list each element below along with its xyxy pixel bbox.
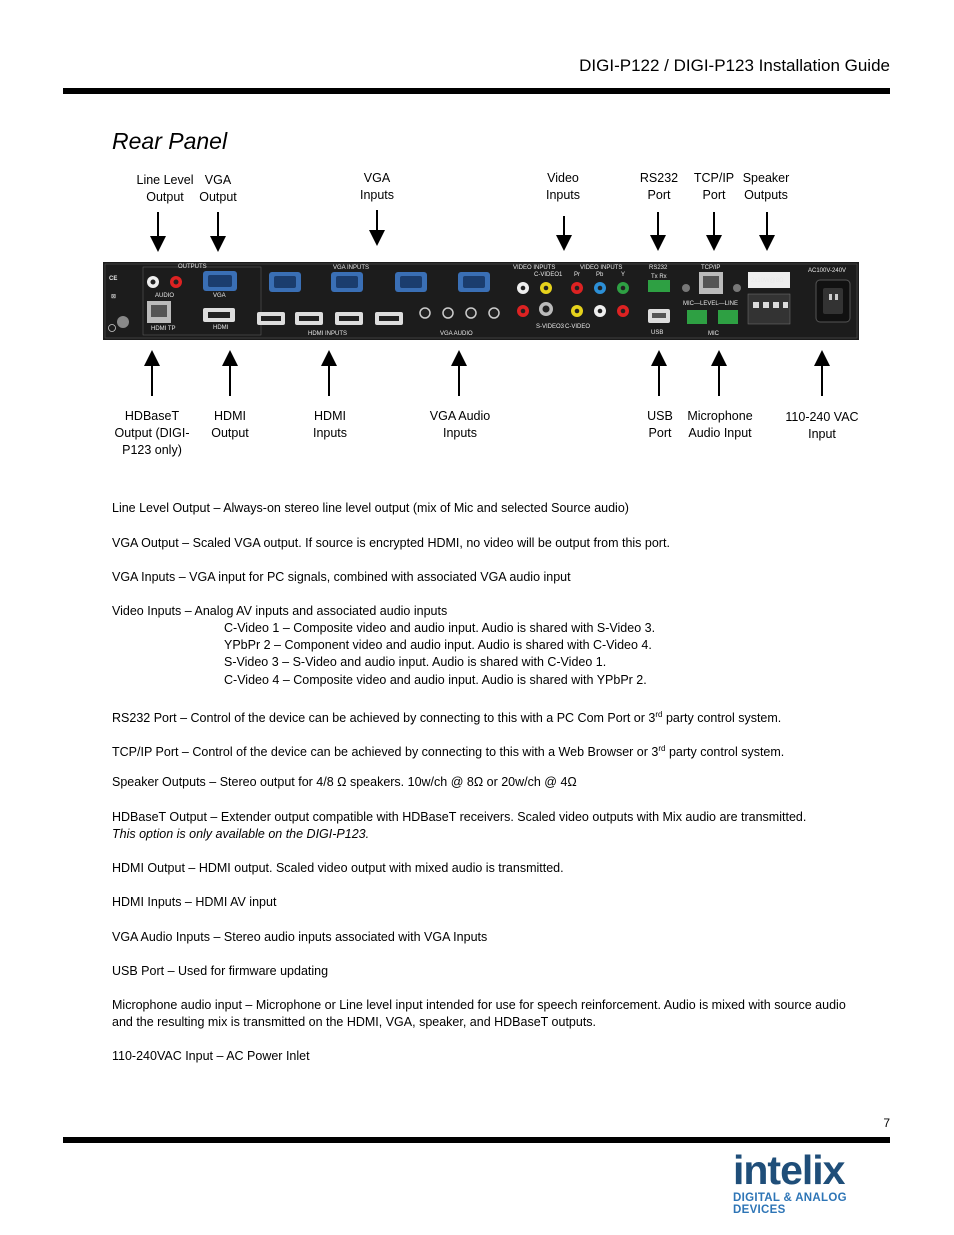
desc-tcpip xyxy=(112,740,784,761)
desc-power: 110-240VAC Input – AC Power Inlet xyxy=(112,1049,310,1063)
panel-audio-label: AUDIO xyxy=(155,293,175,299)
panel-hdmi-inputs-label: HDMI INPUTS xyxy=(308,331,347,337)
label-hdmi-inputs: HDMI Inputs xyxy=(312,409,348,440)
label-microphone: Microphone Audio Input xyxy=(687,409,753,440)
panel-hdmi-label: HDMI xyxy=(213,325,229,331)
panel-video-inputs-label-1: VIDEO INPUTS xyxy=(513,265,556,271)
desc-tcpip-sup: rd xyxy=(658,744,666,753)
svg-text:CE: CE xyxy=(109,276,118,282)
panel-usb-label: USB xyxy=(651,330,664,336)
desc-tcpip-tail: party control system. xyxy=(665,745,785,760)
label-hdmi-output: HDMI Output xyxy=(211,409,249,440)
logo-tagline: DIGITAL & ANALOG DEVICES xyxy=(733,1192,847,1216)
desc-line-level: Line Level Output – Always-on stereo line level output (mix of Mic and selected Source audio) xyxy=(112,501,629,515)
footer-rule xyxy=(63,1137,890,1143)
panel-cvideo1-label: C-VIDEO1 xyxy=(534,272,563,278)
desc-cvideo1: C-Video 1 – Composite video and audio input. Audio is shared with S-Video 3. xyxy=(224,621,656,635)
desc-cvideo4: C-Video 4 – Composite video and audio input. Audio is shared with YPbPr 2. xyxy=(224,673,647,687)
desc-microphone: Microphone audio input – Microphone or Line level input intended for use for speech reinforcement. Audio is mixed with source audio and the resulting mix is transmitted on the HDMI, VGA, speaker, and HDBaseT outputs. xyxy=(112,998,846,1029)
panel-vga-inputs-label: VGA INPUTS xyxy=(333,265,370,271)
label-vga-output: VGA Output xyxy=(199,173,237,204)
panel-vga-label: VGA xyxy=(213,293,226,299)
panel-level-label: MIC—LEVEL—LINE xyxy=(683,301,739,307)
desc-hdmi-output: HDMI Output – HDMI output. Scaled video output with mixed audio is transmitted. xyxy=(112,861,564,875)
label-rs232: RS232 Port xyxy=(639,171,679,202)
panel-speaker-label: 2x10W@8Ω xyxy=(751,278,784,284)
desc-speaker: Speaker Outputs – Stereo output for 4/8 Ω speakers. 10w/ch @ 8Ω or 20w/ch @ 4Ω xyxy=(112,775,577,789)
desc-rs232-text: RS232 Port – Control of the device can be achieved by connecting to this with a PC Com Port or 3 xyxy=(112,711,656,726)
panel-vga-audio-label: VGA AUDIO xyxy=(440,331,473,337)
panel-video-inputs-label-2: VIDEO INPUTS xyxy=(580,265,623,271)
label-tcpip: TCP/IP Port xyxy=(693,171,735,202)
panel-pr-label: Pr xyxy=(574,272,580,278)
desc-vga-audio: VGA Audio Inputs – Stereo audio inputs associated with VGA Inputs xyxy=(112,930,488,944)
panel-rs232-label: RS232 xyxy=(649,265,668,271)
label-speaker-outputs: Speaker Outputs xyxy=(742,171,790,202)
rear-panel-illustration xyxy=(103,262,859,340)
desc-ypbpr2: YPbPr 2 – Component video and audio input. Audio is shared with C-Video 4. xyxy=(224,638,652,652)
label-vga-audio: VGA Audio Inputs xyxy=(429,409,491,440)
label-usb: USB Port xyxy=(647,409,673,440)
panel-y-label: Y xyxy=(621,272,626,278)
panel-cvideo-label: C-VIDEO xyxy=(565,324,591,330)
desc-rs232-sup: rd xyxy=(655,710,663,719)
panel-hdbt-label: HDMI TP xyxy=(151,326,176,332)
panel-pb-label: Pb xyxy=(596,272,604,278)
panel-outputs-label: OUTPUTS xyxy=(178,264,207,270)
desc-hdbaset: HDBaseT Output – Extender output compatible with HDBaseT receivers. Scaled video outputs with Mix audio are transmitted. xyxy=(112,810,807,824)
label-vga-inputs: VGA Inputs xyxy=(359,171,395,202)
label-power: 110-240 VAC Input xyxy=(785,410,859,441)
desc-tcpip-text: TCP/IP Port – Control of the device can be achieved by connecting to this with a Web Browser or 3 xyxy=(112,745,659,760)
label-hdbaset: HDBaseT Output (DIGI-P123 only) xyxy=(114,409,190,457)
panel-svideo3-label: S-VIDEO3 xyxy=(536,324,565,330)
desc-vga-inputs: VGA Inputs – VGA input for PC signals, combined with associated VGA audio input xyxy=(112,570,571,584)
svg-text:⊠: ⊠ xyxy=(111,294,117,300)
panel-mic-label: MIC xyxy=(708,331,719,337)
section-title: Rear Panel xyxy=(112,128,228,154)
panel-tcpip-label: TCP/IP xyxy=(701,265,721,271)
label-line-level: Line Level Output xyxy=(136,173,194,204)
panel-txrx-label: Tx Rx xyxy=(651,274,667,280)
label-video-inputs: Video Inputs xyxy=(545,171,581,202)
desc-rs232-tail: party control system. xyxy=(662,711,782,726)
desc-svideo3: S-Video 3 – S-Video and audio input. Audio is shared with C-Video 1. xyxy=(224,655,607,669)
desc-hdbaset-note: This option is only available on the DIGI-P123. xyxy=(112,827,370,841)
document-header-title: DIGI-P122 / DIGI-P123 Installation Guide xyxy=(579,56,890,75)
desc-hdmi-inputs: HDMI Inputs – HDMI AV input xyxy=(112,895,277,909)
desc-video-inputs: Video Inputs – Analog AV inputs and associated audio inputs xyxy=(112,604,448,618)
desc-usb: USB Port – Used for firmware updating xyxy=(112,964,329,978)
callout-arrows xyxy=(0,0,954,470)
desc-vga-output: VGA Output – Scaled VGA output. If source is encrypted HDMI, no video will be output from this port. xyxy=(112,536,670,550)
desc-rs232 xyxy=(112,706,781,727)
logo-wordmark: intelix xyxy=(733,1147,845,1193)
intelix-logo xyxy=(733,1147,895,1216)
panel-power-label: AC100V-240V xyxy=(808,268,847,274)
page-number: 7 xyxy=(883,1116,890,1130)
